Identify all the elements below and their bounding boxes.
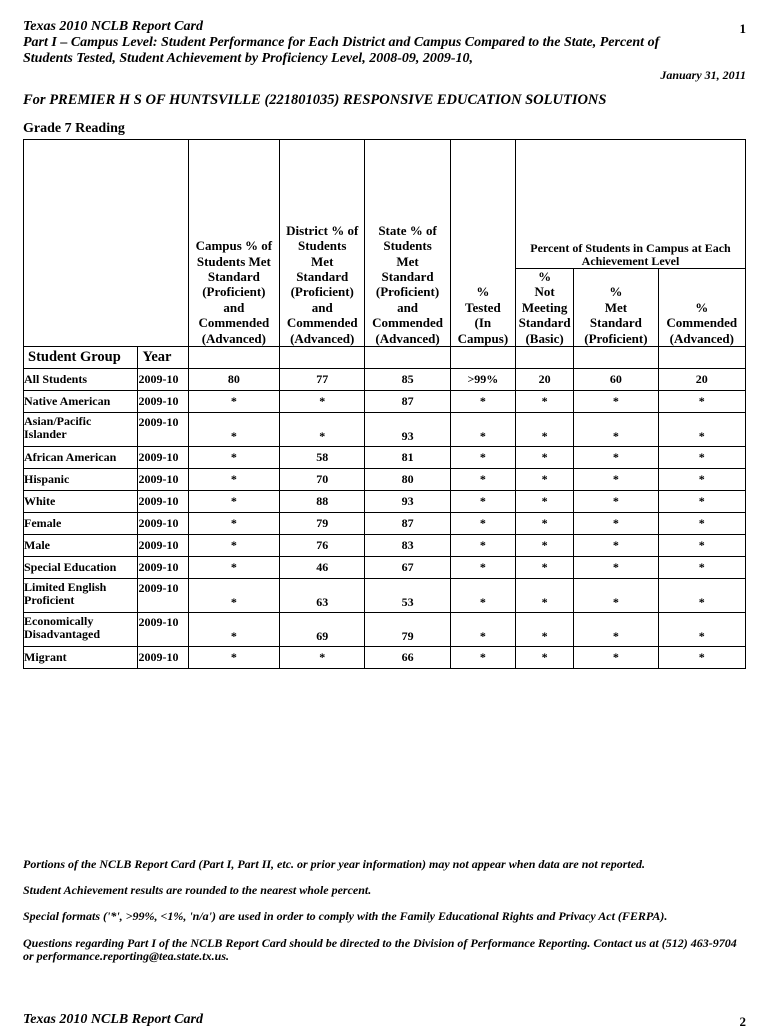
- table-row: [24, 491, 746, 513]
- state-value-cell: 93: [365, 491, 450, 513]
- tested-value-cell: *: [450, 647, 515, 669]
- col-not-meeting-standard: % Not Meeting Standard (Basic): [516, 269, 574, 347]
- campus-value-cell: *: [188, 613, 279, 647]
- year-cell: 2009-10: [138, 613, 188, 647]
- not-meeting-value-cell: *: [516, 613, 574, 647]
- not-meeting-value-cell: *: [516, 535, 574, 557]
- campus-value-cell: *: [188, 447, 279, 469]
- campus-value-cell: *: [188, 579, 279, 613]
- tested-value-cell: *: [450, 557, 515, 579]
- tested-value-cell: *: [450, 491, 515, 513]
- report-title: Texas 2010 NCLB Report Card: [23, 19, 203, 34]
- district-value-cell: *: [280, 647, 365, 669]
- report-subtitle-line1: Part I – Campus Level: Student Performance for Each District and Campus Compared to the State, Percent of: [23, 35, 660, 50]
- campus-value-cell: *: [188, 535, 279, 557]
- year-cell: 2009-10: [138, 369, 188, 391]
- col-group-achievement-level: Percent of Students in Campus at Each Achievement Level: [516, 140, 746, 269]
- state-value-cell: 79: [365, 613, 450, 647]
- col-state-met-standard: State % of Students Met Standard (Proficient) and Commended (Advanced): [365, 140, 450, 347]
- commended-value-cell: *: [658, 391, 745, 413]
- student-group-cell: All Students: [24, 369, 138, 391]
- year-cell: 2009-10: [138, 413, 188, 447]
- tested-value-cell: >99%: [450, 369, 515, 391]
- student-group-cell: Female: [24, 513, 138, 535]
- commended-value-cell: *: [658, 413, 745, 447]
- met-value-cell: *: [574, 557, 658, 579]
- commended-value-cell: *: [658, 535, 745, 557]
- state-value-cell: 81: [365, 447, 450, 469]
- campus-value-cell: *: [188, 491, 279, 513]
- state-value-cell: 66: [365, 647, 450, 669]
- table-row: [24, 447, 746, 469]
- campus-value-cell: *: [188, 513, 279, 535]
- year-cell: 2009-10: [138, 557, 188, 579]
- commended-value-cell: *: [658, 613, 745, 647]
- district-value-cell: *: [280, 413, 365, 447]
- next-page-title: Texas 2010 NCLB Report Card: [23, 1012, 203, 1027]
- not-meeting-value-cell: *: [516, 579, 574, 613]
- student-group-cell: Male: [24, 535, 138, 557]
- met-value-cell: *: [574, 447, 658, 469]
- district-value-cell: 46: [280, 557, 365, 579]
- table-row: [24, 513, 746, 535]
- tested-value-cell: *: [450, 469, 515, 491]
- district-value-cell: 70: [280, 469, 365, 491]
- campus-value-cell: *: [188, 391, 279, 413]
- next-page-number: 2: [739, 1014, 746, 1029]
- commended-value-cell: *: [658, 557, 745, 579]
- table-row: [24, 391, 746, 413]
- year-cell: 2009-10: [138, 391, 188, 413]
- blank-header-cell: [24, 140, 189, 347]
- year-cell: 2009-10: [138, 579, 188, 613]
- student-group-cell: African American: [24, 447, 138, 469]
- state-value-cell: 85: [365, 369, 450, 391]
- performance-table: [23, 139, 746, 669]
- district-value-cell: 88: [280, 491, 365, 513]
- col-campus-met-standard: Campus % of Students Met Standard (Proficient) and Commended (Advanced): [188, 140, 279, 347]
- grade-subject: Grade 7 Reading: [23, 121, 125, 136]
- not-meeting-value-cell: *: [516, 647, 574, 669]
- commended-value-cell: *: [658, 513, 745, 535]
- empty-cell: [658, 347, 745, 369]
- met-value-cell: 60: [574, 369, 658, 391]
- commended-value-cell: *: [658, 447, 745, 469]
- tested-value-cell: *: [450, 613, 515, 647]
- empty-cell: [574, 347, 658, 369]
- campus-value-cell: *: [188, 647, 279, 669]
- year-cell: 2009-10: [138, 513, 188, 535]
- district-value-cell: *: [280, 391, 365, 413]
- state-value-cell: 67: [365, 557, 450, 579]
- not-meeting-value-cell: *: [516, 513, 574, 535]
- commended-value-cell: *: [658, 469, 745, 491]
- report-header: [23, 19, 723, 67]
- table-row: [24, 613, 746, 647]
- table-header-row-1: [24, 140, 746, 269]
- tested-value-cell: *: [450, 447, 515, 469]
- met-value-cell: *: [574, 469, 658, 491]
- campus-value-cell: 80: [188, 369, 279, 391]
- footnote: Student Achievement results are rounded to the nearest whole percent.: [23, 883, 372, 897]
- not-meeting-value-cell: *: [516, 491, 574, 513]
- empty-cell: [365, 347, 450, 369]
- student-group-cell: Limited English Proficient: [24, 579, 138, 613]
- col-commended: % Commended (Advanced): [658, 269, 745, 347]
- district-value-cell: 76: [280, 535, 365, 557]
- empty-cell: [450, 347, 515, 369]
- not-meeting-value-cell: *: [516, 557, 574, 579]
- met-value-cell: *: [574, 535, 658, 557]
- table-row: [24, 557, 746, 579]
- not-meeting-value-cell: 20: [516, 369, 574, 391]
- tested-value-cell: *: [450, 391, 515, 413]
- met-value-cell: *: [574, 391, 658, 413]
- state-value-cell: 53: [365, 579, 450, 613]
- tested-value-cell: *: [450, 579, 515, 613]
- state-value-cell: 83: [365, 535, 450, 557]
- footnotes: [23, 858, 748, 976]
- footnote: Portions of the NCLB Report Card (Part I, Part II, etc. or prior year information) may not appear when data are not reported.: [23, 857, 646, 871]
- met-value-cell: *: [574, 513, 658, 535]
- student-group-cell: Economically Disadvantaged: [24, 613, 138, 647]
- state-value-cell: 87: [365, 391, 450, 413]
- student-group-cell: Native American: [24, 391, 138, 413]
- campus-value-cell: *: [188, 469, 279, 491]
- table-row: [24, 579, 746, 613]
- not-meeting-value-cell: *: [516, 447, 574, 469]
- tested-value-cell: *: [450, 535, 515, 557]
- state-value-cell: 87: [365, 513, 450, 535]
- district-value-cell: 69: [280, 613, 365, 647]
- not-meeting-value-cell: *: [516, 391, 574, 413]
- tested-value-cell: *: [450, 413, 515, 447]
- col-district-met-standard: District % of Students Met Standard (Proficient) and Commended (Advanced): [280, 140, 365, 347]
- state-value-cell: 93: [365, 413, 450, 447]
- student-group-label: Student Group: [24, 347, 138, 369]
- commended-value-cell: *: [658, 491, 745, 513]
- empty-cell: [280, 347, 365, 369]
- year-label: Year: [138, 347, 188, 369]
- table-row: [24, 369, 746, 391]
- met-value-cell: *: [574, 491, 658, 513]
- district-value-cell: 63: [280, 579, 365, 613]
- met-value-cell: *: [574, 413, 658, 447]
- commended-value-cell: 20: [658, 369, 745, 391]
- district-value-cell: 77: [280, 369, 365, 391]
- district-value-cell: 79: [280, 513, 365, 535]
- student-group-cell: Hispanic: [24, 469, 138, 491]
- empty-cell: [188, 347, 279, 369]
- footnote: Special formats ('*', >99%, <1%, 'n/a') are used in order to comply with the Family Educational Rights and Privacy Act (FERPA).: [23, 909, 668, 923]
- table-row: [24, 535, 746, 557]
- not-meeting-value-cell: *: [516, 413, 574, 447]
- student-group-cell: Migrant: [24, 647, 138, 669]
- col-percent-tested: % Tested (In Campus): [450, 140, 515, 347]
- student-group-cell: White: [24, 491, 138, 513]
- empty-cell: [516, 347, 574, 369]
- table-row: [24, 647, 746, 669]
- campus-value-cell: *: [188, 557, 279, 579]
- campus-value-cell: *: [188, 413, 279, 447]
- tested-value-cell: *: [450, 513, 515, 535]
- table-body: [24, 347, 746, 669]
- report-date: January 31, 2011: [660, 68, 746, 82]
- year-cell: 2009-10: [138, 447, 188, 469]
- not-meeting-value-cell: *: [516, 469, 574, 491]
- year-cell: 2009-10: [138, 647, 188, 669]
- year-cell: 2009-10: [138, 491, 188, 513]
- campus-name: For PREMIER H S OF HUNTSVILLE (221801035) RESPONSIVE EDUCATION SOLUTIONS: [23, 92, 607, 108]
- met-value-cell: *: [574, 579, 658, 613]
- student-group-cell: Special Education: [24, 557, 138, 579]
- footnote: Questions regarding Part I of the NCLB Report Card should be directed to the Division of Performance Reporting. Contact us at (512) 463-9704 or performance.reporting@tea.state.tx.us.: [23, 936, 737, 963]
- report-subtitle-line2: Students Tested, Student Achievement by Proficiency Level, 2008-09, 2009-10,: [23, 51, 474, 66]
- commended-value-cell: *: [658, 647, 745, 669]
- table-label-row: [24, 347, 746, 369]
- met-value-cell: *: [574, 613, 658, 647]
- year-cell: 2009-10: [138, 535, 188, 557]
- year-cell: 2009-10: [138, 469, 188, 491]
- page-number: 1: [739, 21, 746, 36]
- table-row: [24, 469, 746, 491]
- col-met-standard: % Met Standard (Proficient): [574, 269, 658, 347]
- student-group-cell: Asian/Pacific Islander: [24, 413, 138, 447]
- state-value-cell: 80: [365, 469, 450, 491]
- table-row: [24, 413, 746, 447]
- commended-value-cell: *: [658, 579, 745, 613]
- met-value-cell: *: [574, 647, 658, 669]
- district-value-cell: 58: [280, 447, 365, 469]
